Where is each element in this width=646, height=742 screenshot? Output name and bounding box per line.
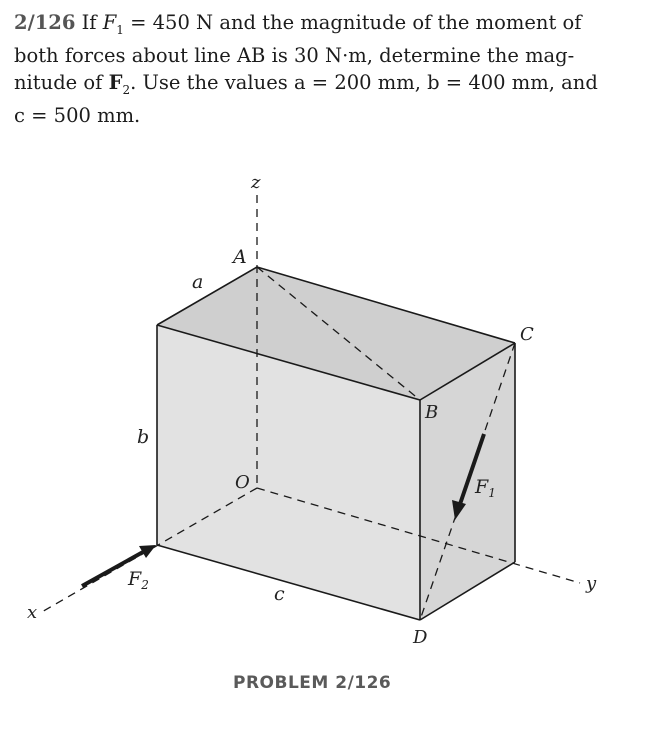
label-F2: $F_2$ xyxy=(128,568,149,592)
line3-var: F xyxy=(108,70,123,94)
label-c: c xyxy=(274,583,285,605)
problem-number: 2/126 xyxy=(14,11,76,34)
line3-sub: 2 xyxy=(122,82,131,97)
label-F1: $F_1$ xyxy=(475,476,496,500)
line1-var: F xyxy=(102,11,117,34)
line3-post: . Use the values a = 200 mm, b = 400 mm, and xyxy=(130,70,598,94)
label-x: x xyxy=(27,602,38,623)
line1-sub: 1 xyxy=(116,22,124,37)
label-B: B xyxy=(425,402,439,423)
problem-line-2: both forces about line AB is 30 N·m, determine the mag- xyxy=(14,44,575,68)
label-D: D xyxy=(413,627,428,648)
label-C: C xyxy=(520,324,534,345)
label-y: y xyxy=(586,573,597,594)
line3-pre: nitude of xyxy=(14,70,109,94)
label-b: b xyxy=(137,426,150,448)
label-a: a xyxy=(192,271,204,293)
label-O: O xyxy=(235,472,250,493)
line1-pre: If xyxy=(75,11,103,34)
label-z: z xyxy=(251,172,261,193)
line1-post: = 450 N and the magnitude of the moment of xyxy=(123,11,582,34)
problem-line-4: c = 500 mm. xyxy=(14,104,141,128)
label-A: A xyxy=(233,246,247,268)
figure-caption: PROBLEM 2/126 xyxy=(233,673,392,693)
